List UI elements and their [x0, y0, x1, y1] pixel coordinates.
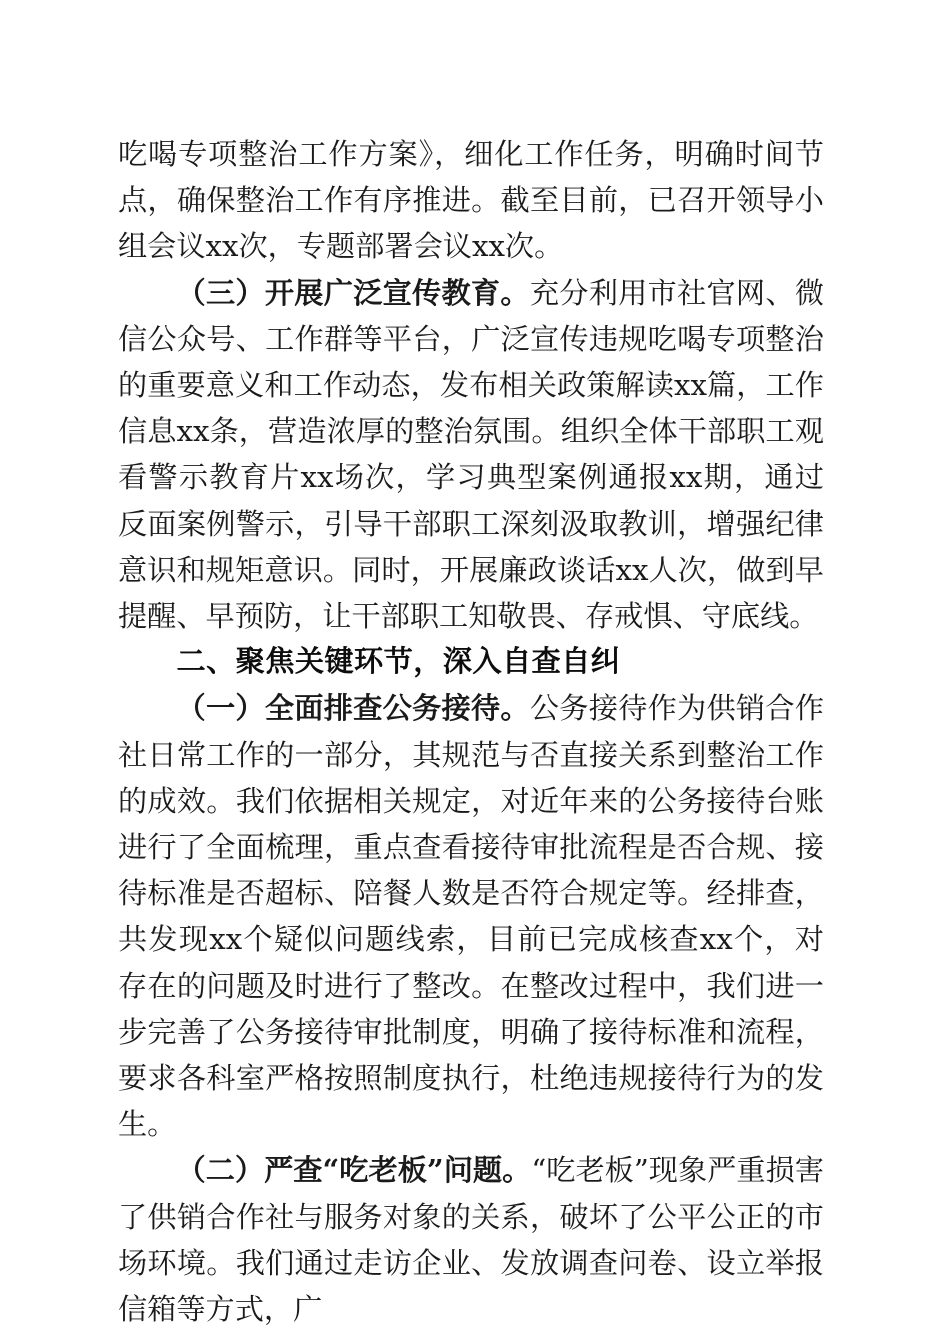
paragraph-item-one-lead: （一）全面排查公务接待。	[176, 691, 530, 726]
paragraph-section-three	[118, 270, 824, 640]
paragraph-item-two-lead: （二）严查“吃老板”问题。	[176, 1153, 532, 1188]
paragraph-section-three-lead: （三）开展广泛宣传教育。	[176, 275, 530, 310]
section-heading-two: 二、聚焦关键环节，深入自查自纠	[176, 646, 621, 679]
paragraph-item-one	[118, 685, 824, 1147]
paragraph-item-one-body: 公务接待作为供销合作社日常工作的一部分，其规范与否直接关系到整治工作的成效。我们依据相关规定，对近年来的公务接待台账进行了全面梳理，重点查看接待审批流程是否合规、接待标准是否超标、陪餐人数是否符合规定等。经排查，共发现xx个疑似问题线索，目前已完成核查xx个，对存在的问题及时进行了整改。在整改过程中，我们进一步完善了公务接待审批制度，明确了接待标准和流程，要求各科室严格按照制度执行，杜绝违规接待行为的发生。	[118, 691, 825, 1142]
paragraph-continuation: 吃喝专项整治工作方案》，细化工作任务，明确时间节点，确保整治工作有序推进。截至目前，已召开领导小组会议xx次，专题部署会议xx次。	[118, 137, 824, 264]
document-body	[118, 131, 824, 1332]
paragraph-item-two-body: “吃老板”现象严重损害了供销合作社与服务对象的关系，破坏了公平公正的市场环境。我们通过走访企业、发放调查问卷、设立举报信箱等方式，广	[118, 1153, 825, 1327]
paragraph-section-three-body: 充分利用市社官网、微信公众号、工作群等平台，广泛宣传违规吃喝专项整治的重要意义和工作动态，发布相关政策解读xx篇，工作信息xx条，营造浓厚的整治氛围。组织全体干部职工观看警示教育片xx场次，学习典型案例通报xx期，通过反面案例警示，引导干部职工深刻汲取教训，增强纪律意识和规矩意识。同时，开展廉政谈话xx人次，做到早提醒、早预防，让干部职工知敬畏、存戒惧、守底线。	[118, 275, 825, 634]
paragraph-item-two	[118, 1147, 824, 1332]
